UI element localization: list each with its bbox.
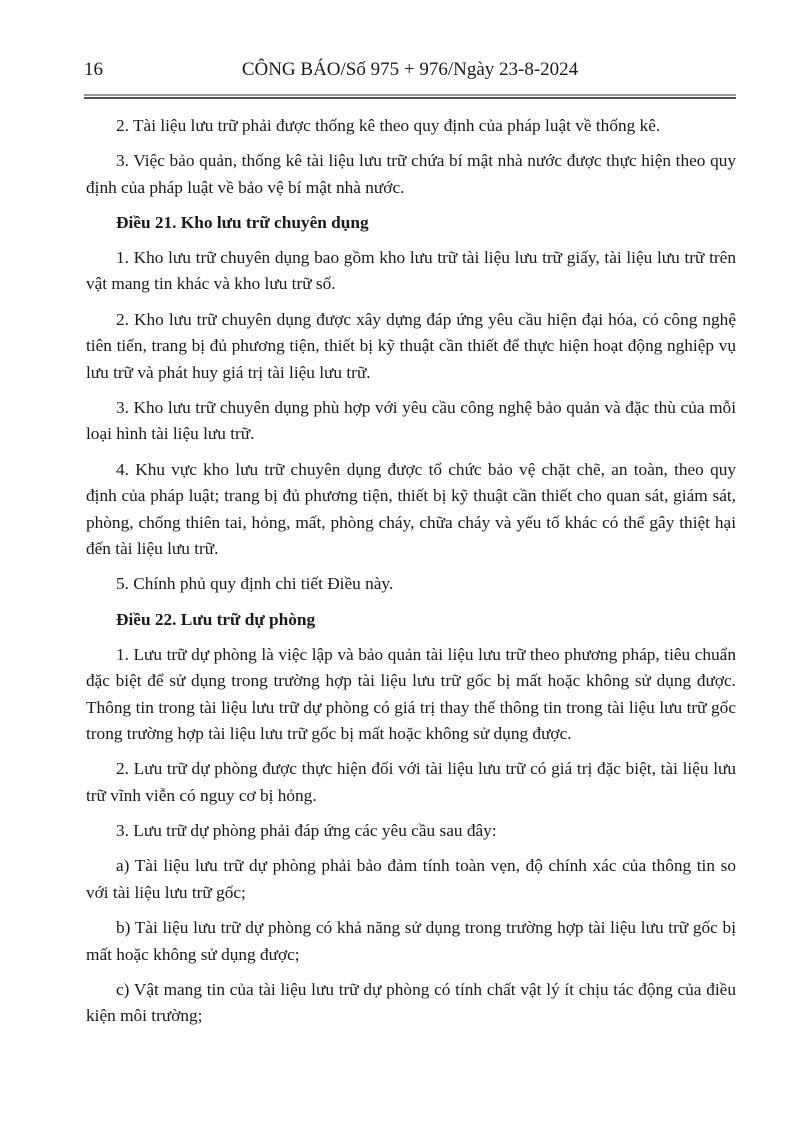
paragraph: a) Tài liệu lưu trữ dự phòng phải bảo đảm tính toàn vẹn, độ chính xác của thông tin so với tài liệu lưu trữ gốc; <box>86 856 736 902</box>
paragraph: 1. Lưu trữ dự phòng là việc lập và bảo quản tài liệu lưu trữ theo phương pháp, tiêu chuẩn đặc biệt để sử dụng trong trường hợp tài liệu lưu trữ gốc bị mất hoặc không sử dụng được. Thông tin trong tài liệu lưu trữ dự phòng có giá trị thay thế thông tin trong tài liệu lưu trữ gốc trong trường hợp tài liệu lưu trữ gốc bị mất hoặc không sử dụng được. <box>86 644 736 744</box>
paragraph: 3. Lưu trữ dự phòng phải đáp ứng các yêu cầu sau đây: <box>116 821 497 841</box>
paragraph: 4. Khu vực kho lưu trữ chuyên dụng được tổ chức bảo vệ chặt chẽ, an toàn, theo quy định của pháp luật; trang bị đủ phương tiện, thiết bị kỹ thuật cần thiết cho quan sát, giám sát, phòng, chống thiên tai, hỏng, mất, phòng cháy, chữa cháy và yếu tố khác có thể gây thiệt hại đến tài liệu lưu trữ. <box>86 459 736 559</box>
document-body <box>86 113 736 1038</box>
header-rule-top <box>84 94 736 96</box>
paragraph: c) Vật mang tin của tài liệu lưu trữ dự phòng có tính chất vật lý ít chịu tác động của điều kiện môi trường; <box>86 979 736 1026</box>
paragraph: 5. Chính phủ quy định chi tiết Điều này. <box>116 574 394 594</box>
article-heading: Điều 22. Lưu trữ dự phòng <box>116 609 316 629</box>
paragraph: 2. Tài liệu lưu trữ phải được thống kê theo quy định của pháp luật về thống kê. <box>116 116 661 135</box>
header-rule-bottom <box>84 97 736 99</box>
paragraph: b) Tài liệu lưu trữ dự phòng có khả năng sử dụng trong trường hợp tài liệu lưu trữ gốc bị mất hoặc không sử dụng được; <box>86 917 736 964</box>
paragraph: 2. Lưu trữ dự phòng được thực hiện đối với tài liệu lưu trữ có giá trị đặc biệt, tài liệu lưu trữ vĩnh viễn có nguy cơ bị hỏng. <box>86 759 736 806</box>
article-heading: Điều 21. Kho lưu trữ chuyên dụng <box>116 212 369 232</box>
paragraph: 1. Kho lưu trữ chuyên dụng bao gồm kho lưu trữ tài liệu lưu trữ giấy, tài liệu lưu trữ trên vật mang tin khác và kho lưu trữ số. <box>86 247 736 294</box>
page-number: 16 <box>84 59 103 80</box>
paragraph: 3. Kho lưu trữ chuyên dụng phù hợp với yêu cầu công nghệ bảo quản và đặc thù của mỗi loại hình tài liệu lưu trữ. <box>86 397 736 444</box>
paragraph: 2. Kho lưu trữ chuyên dụng được xây dựng đáp ứng yêu cầu hiện đại hóa, có công nghệ tiên tiến, trang bị đủ phương tiện, thiết bị kỹ thuật cần thiết để thực hiện hoạt động nghiệp vụ lưu trữ và phát huy giá trị tài liệu lưu trữ. <box>86 309 736 382</box>
gazette-title: CÔNG BÁO/Số 975 + 976/Ngày 23-8-2024 <box>241 59 579 80</box>
paragraph: 3. Việc bảo quản, thống kê tài liệu lưu trữ chứa bí mật nhà nước được thực hiện theo quy định của pháp luật về bảo vệ bí mật nhà nước. <box>86 151 736 197</box>
page-header <box>84 59 736 87</box>
